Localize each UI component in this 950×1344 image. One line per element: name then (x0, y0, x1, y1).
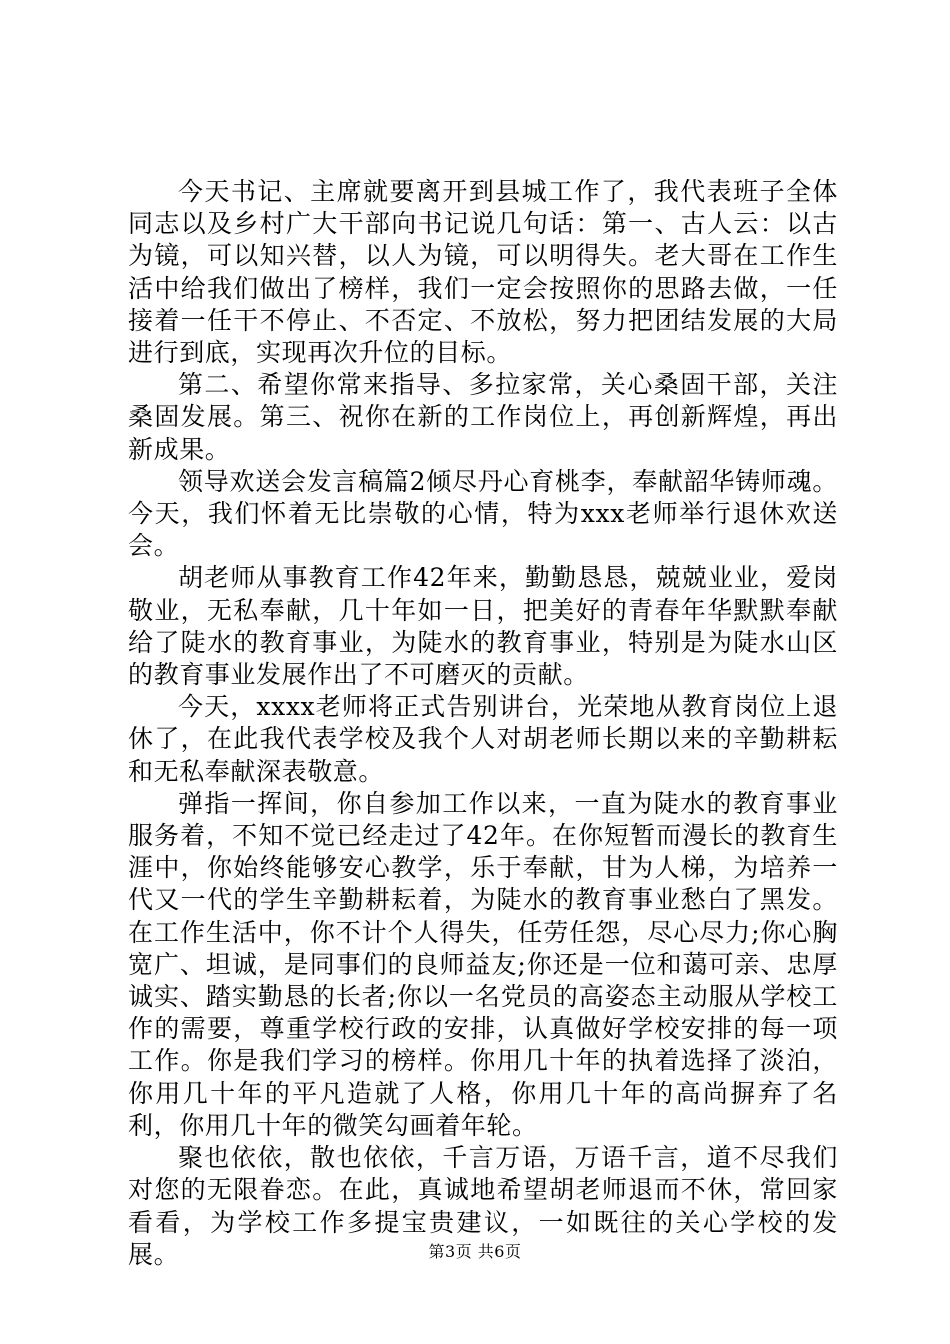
paragraph-hopes: 第二、希望你常来指导、多拉家常，关心桑固干部，关注桑固发展。第三、祝你在新的工作岗位上，再创新辉煌，再出新成果。 (128, 370, 838, 464)
paragraph-speech-title: 领导欢送会发言稿篇2倾尽丹心育桃李，奉献韶华铸师魂。今天，我们怀着无比崇敬的心情，特为xxx老师举行退休欢送会。 (128, 466, 838, 561)
paragraph-tribute: 弹指一挥间，你自参加工作以来，一直为陡水的教育事业服务着，不知不觉已经走过了42年。在你短暂而漫长的教育生涯中，你始终能够安心教学，乐于奉献，甘为人梯，为培养一代又一代的学生辛勤耕耘着，为陡水的教育事业愁白了黑发。在工作生活中，你不计个人得失，任劳任怨，尽心尽力;你心胸宽广、坦诚，是同事们的良师益友;你还是一位和蔼可亲、忠厚诚实、踏实勤恳的长者;你以一名党员的高姿态主动服从学校工作的需要，尊重学校行政的安排，认真做好学校安排的每一项工作。你是我们学习的榜样。你用几十年的执着选择了淡泊，你用几十年的平凡造就了人格，你用几十年的高尚摒弃了名利，你用几十年的微笑勾画着年轮。 (128, 788, 838, 1140)
paragraph-retirement: 今天，xxxx老师将正式告别讲台，光荣地从教育岗位上退休了，在此我代表学校及我个人对胡老师长期以来的辛勤耕耘和无私奉献深表敬意。 (128, 692, 838, 786)
paragraph-closing: 聚也依依，散也依依，千言万语，万语千言，道不尽我们对您的无限眷恋。在此，真诚地希望胡老师退而不休，常回家看看，为学校工作多提宝贵建议，一如既往的关心学校的发展。 (128, 1143, 838, 1269)
document-body (128, 176, 838, 1271)
page-number: 第3页 共6页 (428, 1242, 522, 1261)
paragraph-farewell-secretary: 今天书记、主席就要离开到县城工作了，我代表班子全体同志以及乡村广大干部向书记说几句话：第一、古人云：以古为镜，可以知兴替，以人为镜，可以明得失。老大哥在工作生活中给我们做出了榜样，我们一定会按照你的思路去做，一任接着一任干不停止、不否定、不放松，努力把团结发展的大局进行到底，实现再次升位的目标。 (128, 177, 838, 368)
paragraph-teacher-career: 胡老师从事教育工作42年来，勤勤恳恳，兢兢业业，爱岗敬业，无私奉献，几十年如一日，把美好的青春年华默默奉献给了陡水的教育事业，为陡水的教育事业，特别是为陡水山区的教育事业发展作出了不可磨灭的贡献。 (128, 563, 838, 690)
